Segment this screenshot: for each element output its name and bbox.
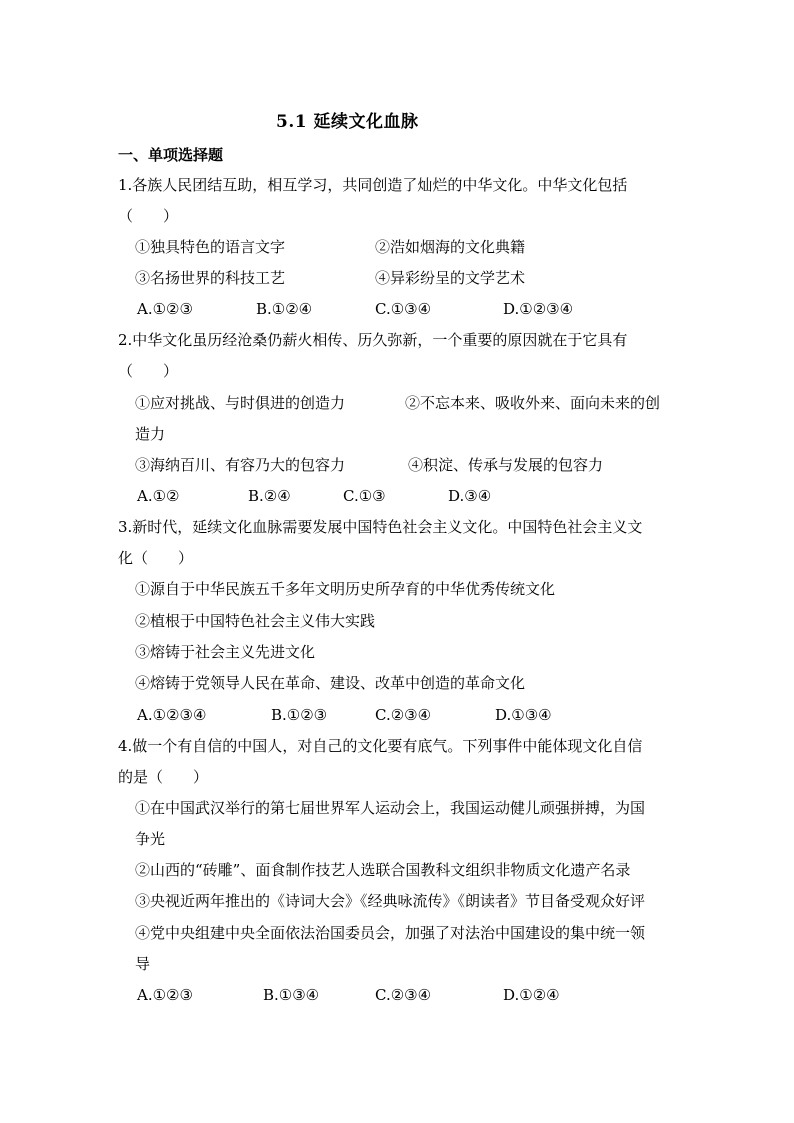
question-1-stem: 1.各族人民团结互助，相互学习，共同创造了灿烂的中华文化。中华文化包括	[118, 176, 628, 194]
question-4-answer-d: D.①②④	[503, 986, 560, 1004]
question-3-answer-d: D.①③④	[495, 706, 552, 724]
question-2-blank: （ ）	[118, 362, 179, 380]
question-4-option-4-cont: 导	[135, 955, 151, 973]
question-2-option-3: ③海纳百川、有容乃大的包容力	[135, 456, 346, 474]
question-1-answer-b: B.①②④	[256, 300, 313, 318]
question-1-blank: （ ）	[118, 207, 179, 225]
question-4-answer-a: A.①②③	[137, 986, 193, 1004]
question-4-option-2: ②山西的“砖雕”、面食制作技艺人选联合国教科文组织非物质文化遗产名录	[135, 861, 631, 879]
question-2-answer-d: D.③④	[448, 487, 492, 505]
question-4-stem: 4.做一个有自信的中国人，对自己的文化要有底气。下列事件中能体现文化自信	[118, 737, 643, 755]
question-2-option-4: ④积淀、传承与发展的包容力	[408, 456, 604, 474]
page-title: 5.1 延续文化血脉	[276, 112, 419, 132]
question-3-answer-c: C.②③④	[375, 706, 432, 724]
question-4-option-1-cont: 争光	[135, 830, 166, 848]
question-4-option-3: ③央视近两年推出的《诗词大会》《经典咏流传》《朗读者》节目备受观众好评	[135, 892, 646, 910]
question-3-option-2: ②植根于中国特色社会主义伟大实践	[135, 612, 376, 630]
question-3-answer-a: A.①②③④	[137, 706, 207, 724]
question-2-option-2: ②不忘本来、吸收外来、面向未来的创	[405, 394, 661, 412]
question-4-stem-cont: 的是（ ）	[118, 768, 209, 786]
question-4-answer-b: B.①③④	[263, 986, 320, 1004]
question-4-option-1: ①在中国武汉举行的第七届世界军人运动会上，我国运动健儿顽强拼搏，为国	[135, 799, 646, 817]
question-1-answer-c: C.①③④	[375, 300, 432, 318]
question-3-stem-cont: 化（ ）	[118, 549, 194, 567]
question-3-answer-b: B.①②③	[271, 706, 328, 724]
question-3-option-1: ①源自于中华民族五千多年文明历史所孕育的中华优秀传统文化	[135, 580, 556, 598]
question-2-answer-b: B.②④	[248, 487, 291, 505]
section-heading: 一、单项选择题	[118, 146, 224, 164]
question-1-option-1: ①独具特色的语言文字	[135, 238, 286, 256]
question-1-option-2: ②浩如烟海的文化典籍	[375, 238, 526, 256]
question-1-option-3: ③名扬世界的科技工艺	[135, 269, 286, 287]
question-1-answer-d: D.①②③④	[503, 300, 574, 318]
question-4-option-4: ④党中央组建中央全面依法治国委员会，加强了对法治中国建设的集中统一领	[135, 924, 646, 942]
question-2-stem: 2.中华文化虽历经沧桑仍薪火相传、历久弥新，一个重要的原因就在于它具有	[118, 331, 628, 349]
question-3-option-4: ④熔铸于党领导人民在革命、建设、改革中创造的革命文化	[135, 674, 526, 692]
question-2-answer-a: A.①②	[137, 487, 180, 505]
question-3-option-3: ③熔铸于社会主义先进文化	[135, 643, 316, 661]
question-2-option-2-cont: 造力	[135, 425, 166, 443]
question-1-answer-a: A.①②③	[137, 300, 193, 318]
question-1-option-4: ④异彩纷呈的文学艺术	[375, 269, 526, 287]
question-4-answer-c: C.②③④	[375, 986, 432, 1004]
question-2-option-1: ①应对挑战、与时俱进的创造力	[135, 394, 346, 412]
question-2-answer-c: C.①③	[343, 487, 386, 505]
question-3-stem: 3.新时代，延续文化血脉需要发展中国特色社会主义文化。中国特色社会主义文	[118, 518, 643, 536]
